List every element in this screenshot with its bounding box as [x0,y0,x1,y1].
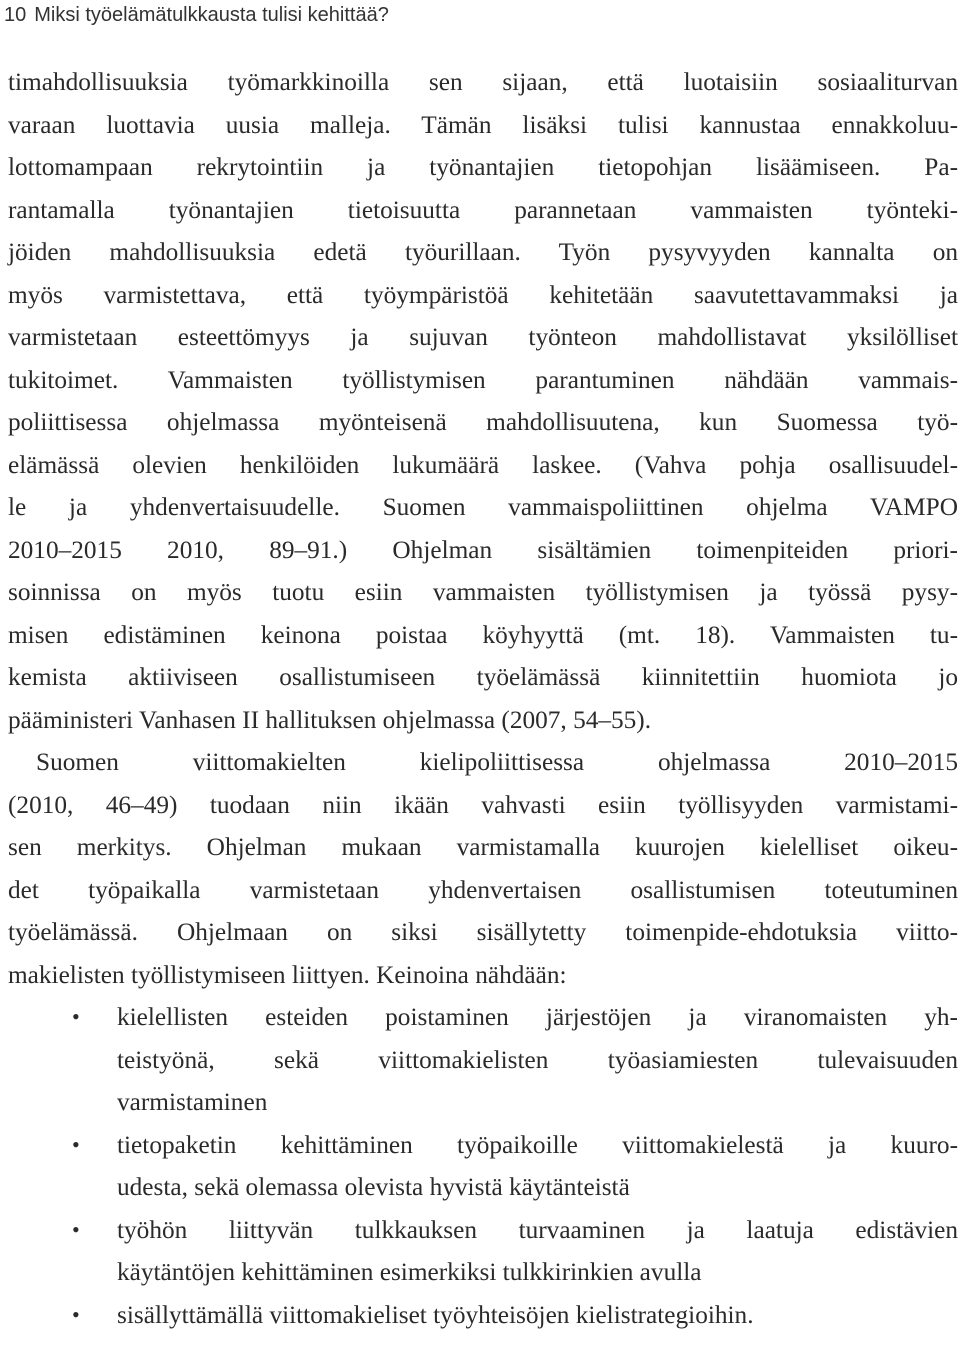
page-number: 10 [4,4,27,26]
text-line: sisällyttämällä viittomakieliset työyhteisöjen kielistrategioihin. [117,1300,754,1329]
bullet-icon: • [72,1004,80,1029]
paragraph-2 [8,741,958,996]
text-line: kielellisten esteiden poistaminen järjestöjen ja viranomaisten yh- [117,1003,958,1031]
running-title: Miksi työelämätulkkausta tulisi kehittää? [34,4,389,26]
text-line: Suomen viittomakielten kielipoliittisessa ohjelmassa 2010–2015 [36,748,958,776]
text-line: timahdollisuuksia työmarkkinoilla sen sijaan, että luotaisiin sosiaaliturvan [8,68,958,96]
text-line: misen edistäminen keinona poistaa köyhyyttä (mt. 18). Vammaisten tu- [8,620,958,649]
bullet-icon: • [72,1301,80,1327]
text-line: työhön liittyvän tulkkauksen turvaaminen ja laatuja edistävien [117,1215,958,1244]
text-line: 2010–2015 2010, 89–91.) Ohjelman sisältämien toimenpiteiden priori- [8,535,958,564]
text-line: varmistaminen [117,1088,268,1116]
bullet-icon: • [72,1216,80,1242]
text-line: soinnissa on myös tuotu esiin vammaisten työllistymisen ja työssä pysy- [8,578,958,606]
text-line: varmistetaan esteettömyys ja sujuvan työnteon mahdollistavat yksilölliset [8,323,958,351]
paragraph-1 [8,61,958,741]
text-line: tietopaketin kehittäminen työpaikoille viittomakielestä ja kuuro- [117,1130,958,1159]
text-line: tukitoimet. Vammaisten työllistymisen parantuminen nähdään vammais- [8,365,958,394]
list-item [8,1124,958,1209]
text-line: poliittisessa ohjelmassa myönteisenä mahdollisuutena, kun Suomessa työ- [8,408,958,436]
text-line: käytäntöjen kehittäminen esimerkiksi tulkkirinkien avulla [117,1258,702,1286]
text-line: (2010, 46–49) tuodaan niin ikään vahvasti esiin työllisyyden varmistami- [8,790,958,819]
text-line: rantamalla työnantajien tietoisuutta parannetaan vammaisten työnteki- [8,195,958,224]
body-text [8,61,958,1336]
text-line: työelämässä. Ohjelmaan on siksi sisällytetty toimenpide-ehdotuksia viitto- [8,918,958,946]
running-header [4,2,389,28]
text-line: sen merkitys. Ohjelman mukaan varmistamalla kuurojen kielelliset oikeu- [8,833,958,861]
text-line: det työpaikalla varmistetaan yhdenvertaisen osallistumisen toteutuminen [8,875,958,904]
list-item [8,996,958,1124]
text-line: myös varmistettava, että työympäristöä kehitetään saavutettavammaksi ja [8,280,958,309]
list-item [8,1294,958,1337]
text-line: lottomampaan rekrytointiin ja työnantajien tietopohjan lisäämiseen. Pa- [8,153,958,181]
bullet-icon: • [72,1131,80,1157]
text-line: makielisten työllistymiseen liittyen. Keinoina nähdään: [8,960,567,989]
list-item [8,1209,958,1294]
text-line: teistyönä, sekä viittomakielisten työasiamiesten tulevaisuuden [117,1045,958,1074]
text-line: varaan luottavia uusia malleja. Tämän lisäksi tulisi kannustaa ennakkoluu- [8,110,958,139]
bullet-list [8,996,958,1336]
text-line: pääministeri Vanhasen II hallituksen ohjelmassa (2007, 54–55). [8,705,652,734]
text-line: le ja yhdenvertaisuudelle. Suomen vammaispoliittinen ohjelma VAMPO [8,493,958,521]
text-line: jöiden mahdollisuuksia edetä työurillaan. Työn pysyvyyden kannalta on [8,238,958,266]
text-line: udesta, sekä olemassa olevista hyvistä käytänteistä [117,1173,630,1201]
text-line: kemista aktiiviseen osallistumiseen työelämässä kiinnitettiin huomiota jo [8,663,958,691]
text-line: elämässä olevien henkilöiden lukumäärä laskee. (Vahva pohja osallisuudel- [8,450,958,479]
